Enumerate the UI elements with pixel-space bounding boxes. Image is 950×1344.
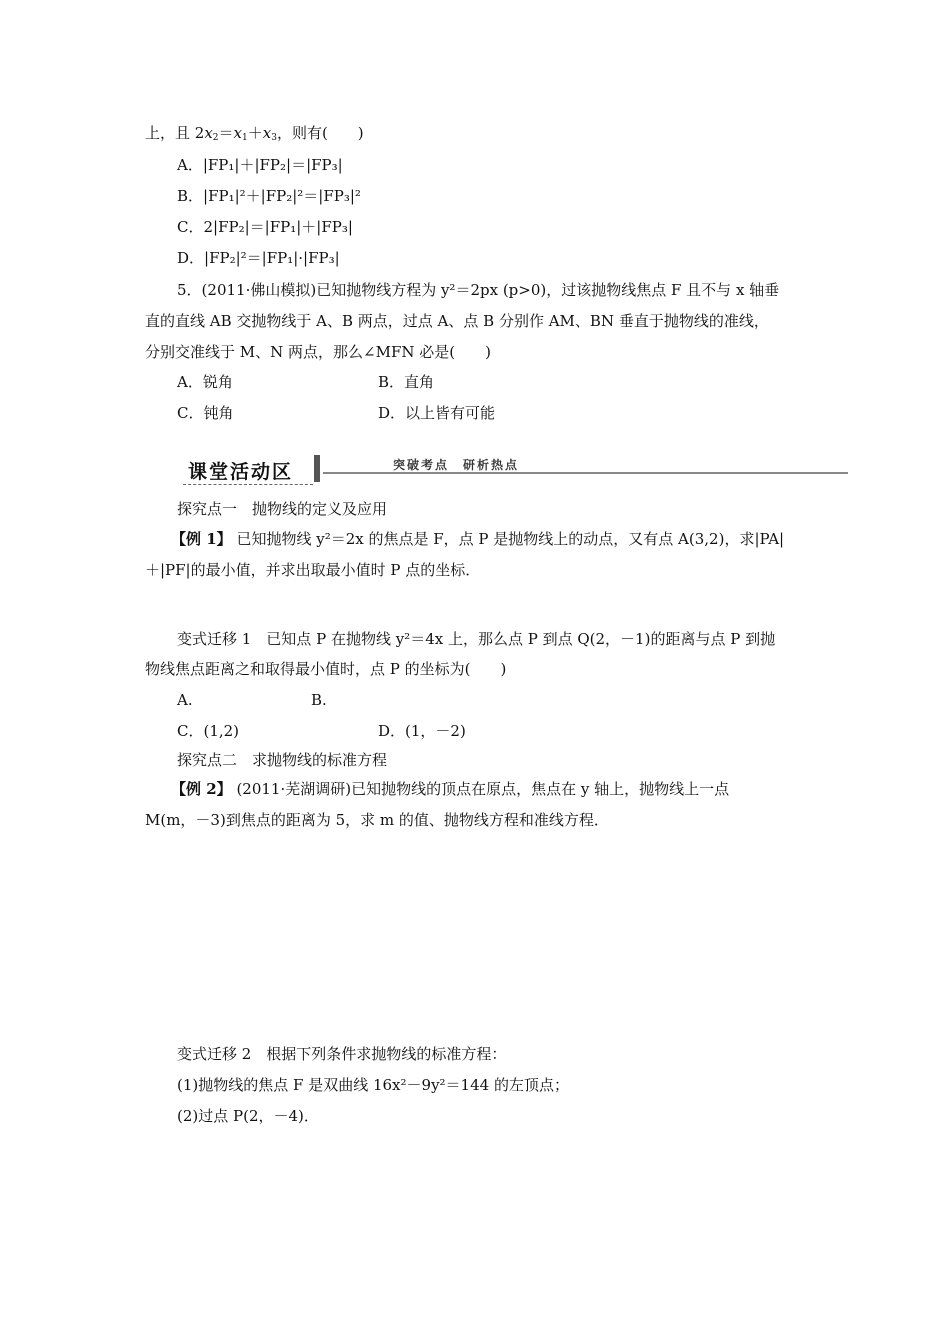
variant2-line1: 变式迁移 2 根据下列条件求抛物线的标准方程： xyxy=(177,1045,507,1063)
example2-tag: 【例 2】 xyxy=(171,780,232,798)
section-title: 课堂活动区 xyxy=(188,461,294,483)
example1-line2: ＋|PF|的最小值，并求出取最小值时 P 点的坐标． xyxy=(145,561,481,579)
q4-option-a: A．|FP₁|＋|FP₂|＝|FP₃| xyxy=(177,156,343,174)
section-header xyxy=(183,455,848,485)
q5-stem-line1: 5．(2011·佛山模拟)已知抛物线方程为 y²＝2px (p>0)，过该抛物线焦点 F 且不与 x 轴垂 xyxy=(177,281,780,299)
section-dash-underline xyxy=(183,484,313,485)
q5-option-c: C．钝角 xyxy=(177,404,234,422)
variant1-option-d: D．(1，－2) xyxy=(378,722,466,740)
q4-stem: 上，且 $2x_2=x_1+x_3$，则有( ) xyxy=(145,124,364,143)
q5-option-a: A．锐角 xyxy=(177,373,233,391)
variant1-line1: 变式迁移 1 已知点 P 在抛物线 y²＝4x 上，那么点 P 到点 Q(2，－1)的距离与点 P 到抛 xyxy=(177,630,776,648)
inquiry2-heading: 探究点二 求抛物线的标准方程 xyxy=(177,751,388,769)
q4-option-c: C．2|FP₂|＝|FP₁|＋|FP₃| xyxy=(177,218,353,236)
variant1-option-b: B. xyxy=(311,691,327,709)
q4-option-b: B．|FP₁|²＋|FP₂|²＝|FP₃|² xyxy=(177,187,361,205)
example1-line1: 【例 1】 已知抛物线 y²＝2x 的焦点是 F，点 P 是抛物线上的动点，又有点 A(3,2)，求|PA| xyxy=(171,530,785,548)
variant2-line2: (1)抛物线的焦点 F 是双曲线 16x²－9y²＝144 的左顶点； xyxy=(177,1076,569,1094)
q5-stem-line2: 直的直线 AB 交抛物线于 A、B 两点，过点 A、点 B 分别作 AM、BN 垂直于抛物线的准线， xyxy=(145,312,769,330)
variant2-line3: (2)过点 P(2，－4)． xyxy=(177,1107,319,1125)
section-bar-block xyxy=(314,455,320,482)
q5-stem-line3: 分别交准线于 M、N 两点，那么∠MFN 必是( ) xyxy=(145,343,491,361)
variant1-line2: 物线焦点距离之和取得最小值时，点 P 的坐标为( ) xyxy=(145,660,507,678)
variant1-option-a: A. xyxy=(177,691,193,709)
q4-option-d: D．|FP₂|²＝|FP₁|·|FP₃| xyxy=(177,249,340,267)
example2-line1: 【例 2】 (2011·芜湖调研)已知抛物线的顶点在原点，焦点在 y 轴上，抛物线上一点 xyxy=(171,780,730,798)
example2-line2: M(m，－3)到焦点的距离为 5，求 m 的值、抛物线方程和准线方程． xyxy=(145,811,609,829)
example1-tag: 【例 1】 xyxy=(171,530,232,548)
variant1-option-c: C．(1,2) xyxy=(177,722,240,740)
q5-option-b: B．直角 xyxy=(378,373,435,391)
q5-option-d: D．以上皆有可能 xyxy=(378,404,496,422)
section-subtitle: 突破考点 研析热点 xyxy=(393,458,520,472)
inquiry1-heading: 探究点一 抛物线的定义及应用 xyxy=(177,500,388,518)
